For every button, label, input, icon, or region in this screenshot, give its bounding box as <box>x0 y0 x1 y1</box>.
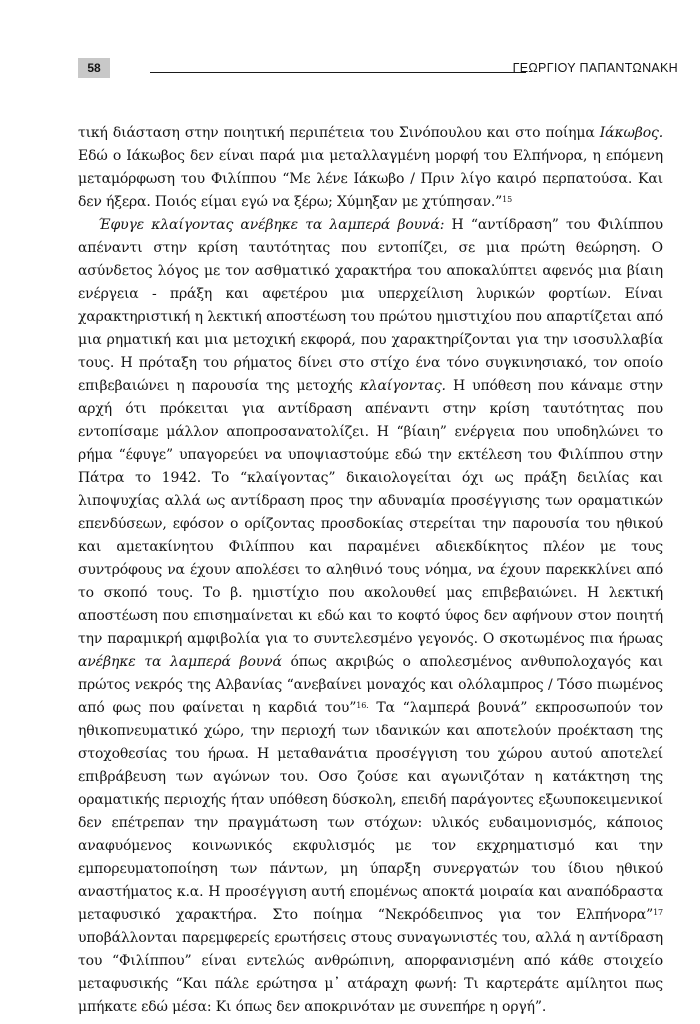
paragraph-1 <box>78 122 663 214</box>
header-rule <box>150 72 526 73</box>
running-head: ΓΕΩΡΓΙΟΥ ΠΑΠΑΝΤΩΝΑΚΗ <box>512 61 678 75</box>
footnote-ref-15: 15 <box>502 195 513 204</box>
text-run: Η “αντίδραση” του Φιλίππου απέναντι στην κρίση ταυτότητας που εντοπίζει, σε μια πρώτη θεώρηση. Ο ασύνδετος λόγος με τον ασθματικό χαρακτήρα του αποκαλύπτει αφενός μια βίαιη ενέργεια - πράξη και αφετέρου μια υπερχείλιση λυρικών φορτίων. Είναι χαρακτηριστική η λεκτική αποστέωση του πρώτου ημιστιχίου που απαρτίζεται από μια ρηματική και μια μετοχική εκφορά, που χαρακτηρίζονται για την ισοσυλλαβία τους. Η πρόταξη του ρήματος δίνει στο στίχο ένα τόνο συγκινησιακό, τον οποίο επιβεβαιώνει η παρουσία της μετοχής <box>78 217 664 394</box>
italic-run: ανέβηκε τα λαμπερά βουνά <box>78 654 282 670</box>
italic-run: κλαίγοντας. <box>359 378 446 394</box>
text-run: Τα “λαμπερά βουνά” εκπροσωπούν τον ηθικοπνευματικό χώρο, την περιοχή των ιδανικών και αποτελούν προέκταση της στοχοθεσίας του ήρωα. Η μεταθανάτια προσέγγιση του χώρου αυτού αποτελεί επιβράβευση των αγώνων του. Οσο ζούσε και αγωνιζόταν η κατάκτηση της οραματικής περιοχής ήταν υπόθεση δύσκολη, επειδή παράγοντες εξωυποκειμενικοί δεν επέτρεπαν την πραγμάτωση των στόχων: υλικός ευδαιμονισμός, κάποιος αναφυόμενος κοινωνικός εκφυλισμός με τον εκχρηματισμό και την εμπορευματοποίηση των πάντων, μη ύπαρξη συνεργατών του ίδιου ηθικού αναστήματος κ.α. Η προσέγγιση αυτή επομένως αποκτά μοιραία και αναπόδραστα μεταφυσικό χαρακτήρα. Στο ποίημα “Νεκρόδειπνος για τον Ελπήνορα” <box>78 700 664 923</box>
text-run: όπως ακριβώς ο απολεσμένος ανθυπολοχαγός και πρώτος νεκρός της Αλβανίας “ανεβαίνει μοναχός και ολόλαμπρος / Τόσο πιωμένος από φως που φαίνεται η καρδιά του” <box>78 654 663 716</box>
body-text <box>78 122 663 1019</box>
paragraph-2 <box>78 214 663 1019</box>
footnote-ref-17: 17 <box>653 908 663 917</box>
page-header <box>66 58 678 82</box>
page-number: 58 <box>78 58 110 78</box>
text-run: τική διάσταση στην ποιητική περιπέτεια του Σινόπουλου και στο ποίημα <box>78 125 600 141</box>
text-run: Εδώ ο Ιάκωβος δεν είναι παρά μια μεταλλαγμένη μορφή του Ελπήνορα, η επόμενη μεταμόρφωση του Φιλίππου “Με λένε Ιάκωβο / Πριν λίγο καιρό περπατούσα. Και δεν ήξερα. Ποιός είμαι εγώ να ξέρω; Χύμηξαν με χτύπησαν.” <box>78 148 663 210</box>
italic-run: Ιάκωβος. <box>599 125 663 141</box>
italic-run: Έφυγε κλαίγοντας ανέβηκε τα λαμπερά βουνά: <box>98 217 445 233</box>
text-run: υποβάλλονται παρεμφερείς ερωτήσεις στους συναγωνιστές του, αλλά η αντίδραση του “Φιλίππου” είναι εντελώς ανθρώπινη, απορφανισμένη από κάθε στοιχείο μεταφυσικής “Και πάλε ερώτησα μ᾽ ατάραχη φωνή: Τι καρτεράτε αμίλητοι πως μπήκατε εδώ μέσα: Κι όπως δεν αποκρινόταν με συνεπήρε η οργή”. <box>78 930 663 1015</box>
footnote-ref-16: 16. <box>356 701 369 710</box>
text-run: Η υπόθεση που κάναμε στην αρχή ότι πρόκειται για αντίδραση απέναντι στην κρίση ταυτότητας που εντοπίσαμε μάλλον αποπροσανατολίζει. Η “βίαιη” ενέργεια που υποδηλώνει το ρήμα “έφυγε” υπαγορεύει να υποψιαστούμε εδώ την εκτέλεση του Φιλίππου στην Πάτρα το 1942. Το “κλαίγοντας” δικαιολογείται όχι ως πράξη δειλίας και λιποψυχίας αλλά ως αντίδραση προς την αδυναμία προσέγγισης των οραματικών επενδύσεων, εφόσον ο ορίζοντας προσδοκίας στερείται την παρουσία του ηθικού και αμετακίνητου Φιλίππου και παραμένει αδιεκδίκητος πλέον με τους συντρόφους να έχουν απολέσει το αληθινό τους νόημα, να έχουν παρεκκλίνει από το σκοπό τους. Το β. ημιστίχιο που ακολουθεί μας επιβεβαιώνει. Η λεκτική αποστέωση που επισημαίνεται κι εδώ και το κοφτό ύφος δεν αφήνουν στον ποιητή την παραμικρή αμφιβολία για το συντελεσμένο γεγονός. Ο σκοτωμένος πια ήρωας <box>78 378 663 647</box>
